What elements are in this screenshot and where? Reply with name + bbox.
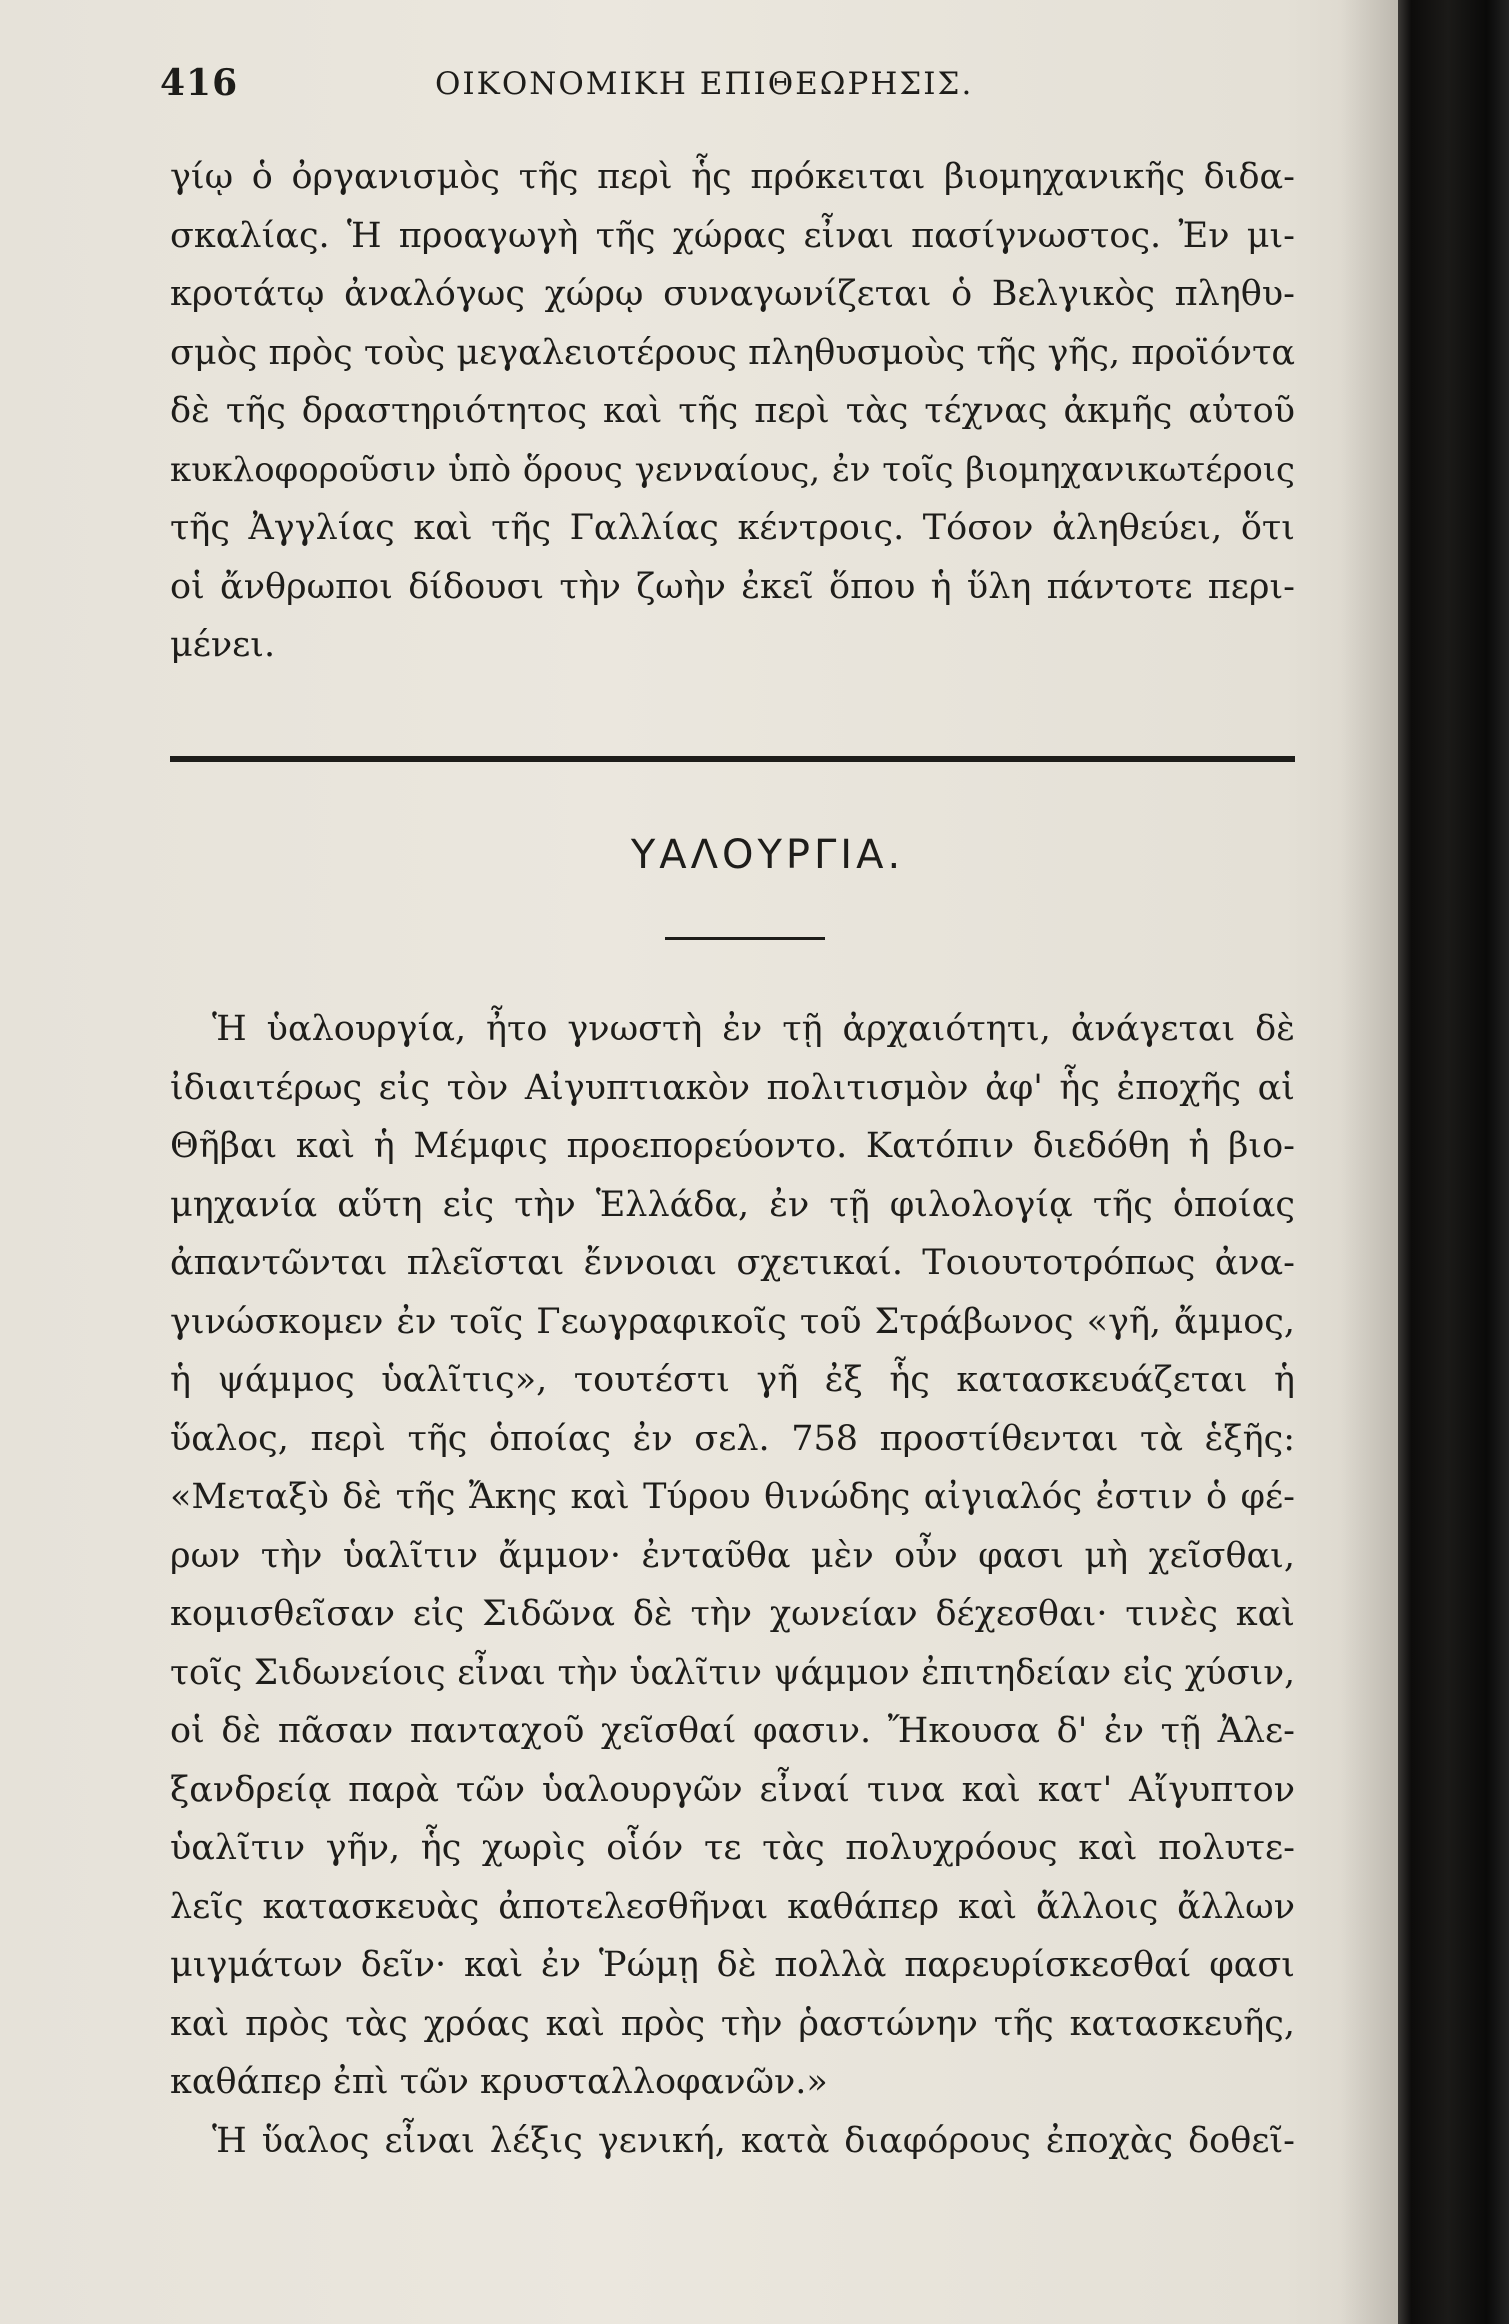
running-head: ΟΙΚΟΝΟΜΙΚΗ ΕΠΙΘΕΩΡΗΣΙΣ. [435, 66, 974, 102]
text-line: κυκλοφοροῦσιν ὑπὸ ὅρους γενναίους, ἐν τοῖς βιομηχανικωτέροις [170, 449, 1295, 489]
text-line: καθάπερ ἐπὶ τῶν κρυσταλλοφανῶν.» [170, 2062, 828, 2102]
section-title: ΥΑΛΟΥΡΓΙΑ. [630, 832, 905, 878]
text-line: σκαλίας. Ἡ προαγωγὴ τῆς χώρας εἶναι πασίγνωστος. Ἐν μι- [170, 215, 1295, 256]
text-line: ρων τὴν ὑαλῖτιν ἄμμον· ἐνταῦθα μὲν οὖν φασι μὴ χεῖσθαι, [170, 1535, 1295, 1576]
text-line: μιγμάτων δεῖν· καὶ ἐν Ῥώμῃ δὲ πολλὰ παρευρίσκεσθαί φασι [170, 1945, 1295, 1985]
page-header [150, 62, 1310, 122]
text-line: Ἡ ὑαλουργία, ἦτο γνωστὴ ἐν τῇ ἀρχαιότητι, ἀνάγεται δὲ [212, 1009, 1295, 1049]
text-line: κροτάτῳ ἀναλόγως χώρῳ συναγωνίζεται ὁ Βελγικὸς πληθυ- [170, 274, 1295, 314]
text-line: ἰδιαιτέρως εἰς τὸν Αἰγυπτιακὸν πολιτισμὸν ἀφ' ἧς ἐποχῆς αἱ [170, 1067, 1295, 1108]
page-number: 416 [160, 62, 239, 104]
text-line: δὲ τῆς δραστηριότητος καὶ τῆς περὶ τὰς τέχνας ἀκμῆς αὐτοῦ [170, 391, 1295, 431]
text-line: τῆς Ἀγγλίας καὶ τῆς Γαλλίας κέντροις. Τόσον ἀληθεύει, ὅτι [170, 508, 1295, 548]
book-spine [1398, 0, 1509, 2324]
text-line: γίῳ ὁ ὀργανισμὸς τῆς περὶ ἧς πρόκειται βιομηχανικῆς διδα- [170, 157, 1295, 197]
text-line: ὕαλος, περὶ τῆς ὁποίας ἐν σελ. 758 προστίθενται τὰ ἑξῆς: [170, 1418, 1295, 1459]
text-line: λεῖς κατασκευὰς ἀποτελεσθῆναι καθάπερ καὶ ἄλλοις ἄλλων [170, 1886, 1295, 1927]
text-line: ἀπαντῶνται πλεῖσται ἔννοιαι σχετικαί. Τοιουτοτρόπως ἀνα- [170, 1243, 1295, 1283]
text-line: οἱ δὲ πᾶσαν πανταχοῦ χεῖσθαί φασιν. Ἤκουσα δ' ἐν τῇ Ἀλε- [170, 1711, 1295, 1751]
text-line: Θῆβαι καὶ ἡ Μέμφις προεπορεύοντο. Κατόπιν διεδόθη ἡ βιο- [170, 1126, 1295, 1166]
text-line: σμὸς πρὸς τοὺς μεγαλειοτέρους πληθυσμοὺς τῆς γῆς, προϊόντα [170, 332, 1295, 373]
text-line: τοῖς Σιδωνείοις εἶναι τὴν ὑαλῖτιν ψάμμον ἐπιτηδείαν εἰς χύσιν, [170, 1652, 1295, 1693]
text-line: μένει. [170, 625, 276, 665]
text-line: «Μεταξὺ δὲ τῆς Ἄκης καὶ Τύρου θινώδης αἰγιαλός ἐστιν ὁ φέ- [170, 1477, 1295, 1517]
text-line: ἡ ψάμμος ὑαλῖτις», τουτέστι γῆ ἐξ ἧς κατασκευάζεται ἡ [170, 1360, 1295, 1400]
text-line: Ἡ ὕαλος εἶναι λέξις γενική, κατὰ διαφόρους ἐποχὰς δοθεῖ- [212, 2120, 1295, 2161]
gutter-shadow [1340, 0, 1398, 2324]
section-body [170, 1000, 1295, 2170]
paragraph-continued [170, 148, 1295, 675]
text-line: καὶ πρὸς τὰς χρόας καὶ πρὸς τὴν ῥαστώνην τῆς κατασκευῆς, [170, 2003, 1295, 2044]
text-line: γινώσκομεν ἐν τοῖς Γεωγραφικοῖς τοῦ Στράβωνος «γῆ, ἄμμος, [170, 1301, 1295, 1342]
text-line: ξανδρείᾳ παρὰ τῶν ὑαλουργῶν εἶναί τινα καὶ κατ' Αἴγυπτον [170, 1769, 1295, 1810]
text-line: οἱ ἄνθρωποι δίδουσι τὴν ζωὴν ἐκεῖ ὅπου ἡ ὕλη πάντοτε περι- [170, 566, 1295, 607]
title-underline-rule [665, 937, 825, 940]
text-line: μηχανία αὕτη εἰς τὴν Ἑλλάδα, ἐν τῇ φιλολογίᾳ τῆς ὁποίας [170, 1184, 1295, 1225]
text-line: ὑαλῖτιν γῆν, ἧς χωρὶς οἷόν τε τὰς πολυχρόους καὶ πολυτε- [170, 1828, 1295, 1868]
text-line: κομισθεῖσαν εἰς Σιδῶνα δὲ τὴν χωνείαν δέχεσθαι· τινὲς καὶ [170, 1594, 1295, 1634]
section-divider-rule [170, 756, 1295, 762]
